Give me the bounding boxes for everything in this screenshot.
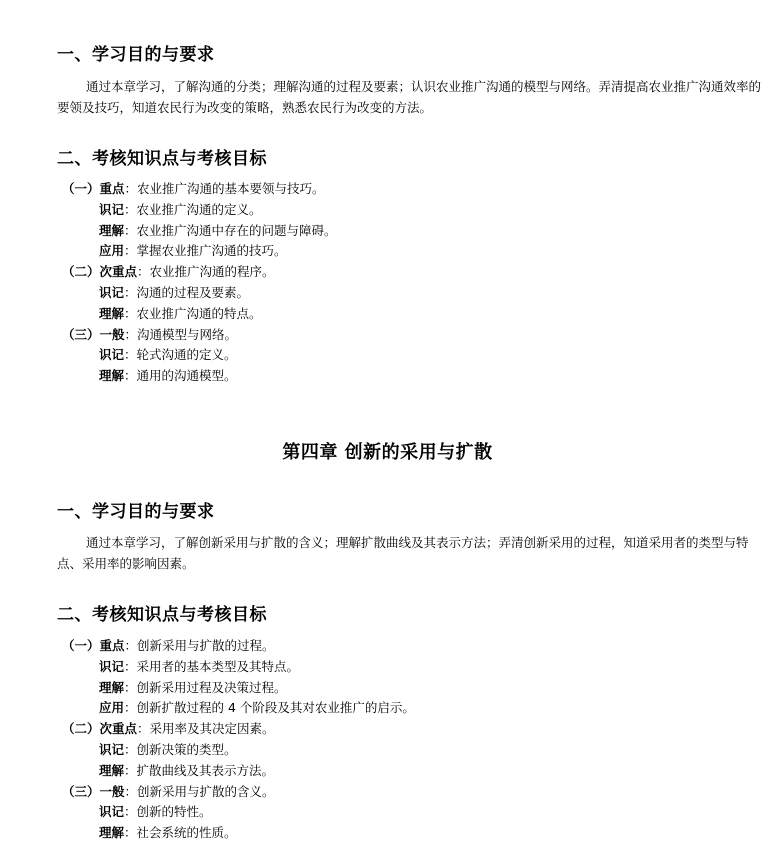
section-heading-goals-ch4: 一、学习目的与要求 [57,502,215,522]
item-text: ：创新决策的类型。 [124,741,237,757]
exam-points-list [62,179,762,387]
item-label: 一般 [99,326,125,342]
list-item [62,304,762,325]
list-item [62,782,762,803]
item-text: ：创新采用过程及决策过程。 [124,679,287,695]
item-label: 识记 [99,347,125,363]
list-item [62,262,762,283]
item-label: 次重点 [99,721,138,737]
item-label: 次重点 [99,264,138,280]
list-item [62,241,762,262]
item-text: ：农业推广沟通的定义。 [124,201,262,217]
item-text: ：农业推广沟通中存在的问题与障碍。 [124,222,337,238]
list-item [62,740,762,761]
list-item [62,823,762,844]
item-prefix: （三） [62,783,100,799]
item-text: ：采用者的基本类型及其特点。 [124,658,300,674]
list-item [62,325,762,346]
item-text: ：沟通模型与网络。 [124,326,238,342]
item-label: 识记 [99,284,125,300]
item-text: ：创新采用与扩散的过程。 [124,638,275,653]
item-label: 识记 [99,804,125,820]
item-label: 识记 [99,658,125,674]
item-prefix: （一） [62,181,100,196]
item-text: ：农业推广沟通的特点。 [124,305,262,321]
item-label: 理解 [99,305,125,321]
list-item [62,200,762,221]
item-label: 识记 [99,201,125,217]
list-item [62,802,762,823]
item-text: ：创新扩散过程的 4 个阶段及其对农业推广的启示。 [124,700,415,716]
item-text: ：农业推广沟通的基本要领与技巧。 [124,181,325,196]
item-label: 识记 [99,741,125,757]
section-heading-exam-points-ch4: 二、考核知识点与考核目标 [57,605,267,625]
item-text: ：创新采用与扩散的含义。 [124,783,275,799]
list-item [62,283,762,304]
section-heading-goals: 一、学习目的与要求 [57,45,215,65]
list-item [62,761,762,782]
list-item [62,179,762,200]
item-text: ：沟通的过程及要素。 [124,284,250,300]
item-text: ：创新的特性。 [124,804,212,820]
item-text: ：通用的沟通模型。 [124,368,237,384]
item-label: 理解 [99,762,125,778]
item-text: ：扩散曲线及其表示方法。 [124,762,275,778]
list-item [62,221,762,242]
item-label: 应用 [99,700,125,716]
item-text: ：轮式沟通的定义。 [124,347,237,363]
item-prefix: （二） [62,721,100,737]
goals-paragraph-ch4: 通过本章学习，了解创新采用与扩散的含义；理解扩散曲线及其表示方法；弄清创新采用的过程，知道采用者的类型与特点、采用率的影响因素。 [57,535,749,571]
item-text: ：农业推广沟通的程序。 [137,264,275,280]
list-item [62,636,762,657]
list-item [62,657,762,678]
chapter-title: 第四章 创新的采用与扩散 [282,442,493,463]
list-item [62,719,762,740]
item-prefix: （一） [62,638,100,653]
item-label: 理解 [99,825,125,841]
item-label: 理解 [99,679,125,695]
goals-paragraph: 通过本章学习，了解沟通的分类；理解沟通的过程及要素；认识农业推广沟通的模型与网络。弄清提高农业推广沟通效率的要领及技巧，知道农民行为改变的策略，熟悉农民行为改变的方法。 [57,79,762,115]
list-item [62,678,762,699]
item-label: 重点 [99,638,125,653]
item-text: ：社会系统的性质。 [124,825,237,841]
section-heading-exam-points: 二、考核知识点与考核目标 [57,149,267,169]
exam-points-list-ch4 [62,636,762,844]
item-text: ：掌握农业推广沟通的技巧。 [124,243,287,259]
item-label: 一般 [99,783,125,799]
list-item [62,698,762,719]
item-label: 理解 [99,222,125,238]
item-label: 应用 [99,243,125,259]
item-text: ：采用率及其决定因素。 [137,721,275,737]
item-label: 理解 [99,368,125,384]
item-label: 重点 [99,181,125,196]
item-prefix: （二） [62,264,100,280]
item-prefix: （三） [62,326,100,342]
list-item [62,345,762,366]
list-item [62,366,762,387]
